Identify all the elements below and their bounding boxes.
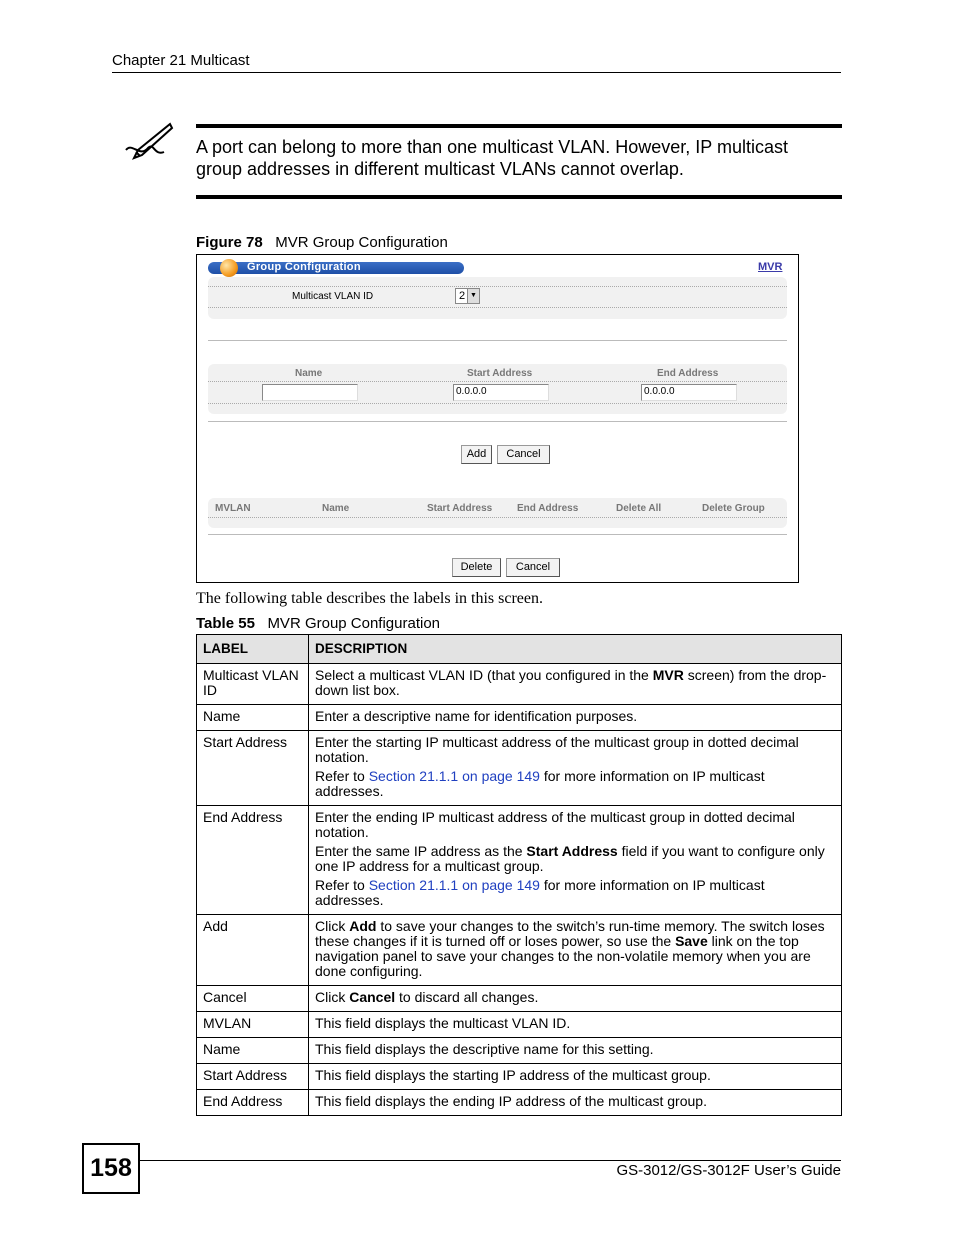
section-link[interactable]: Section 21.1.1 on page 149 — [368, 877, 540, 893]
list-header-panel — [208, 498, 787, 528]
header-description: DESCRIPTION — [309, 635, 842, 664]
figure-caption: Figure 78 MVR Group Configuration — [196, 234, 448, 251]
row-description: This field displays the multicast VLAN ID. — [309, 1012, 842, 1038]
row-description: This field displays the descriptive name for this setting. — [309, 1038, 842, 1064]
row-label: End Address — [197, 1090, 309, 1116]
row-label: Cancel — [197, 986, 309, 1012]
table-row — [197, 731, 842, 806]
header-label: LABEL — [197, 635, 309, 664]
delete-button[interactable]: Delete — [452, 558, 501, 577]
col-end-address: End Address — [657, 368, 719, 379]
cancel-list-button[interactable]: Cancel — [506, 558, 560, 577]
row-description: Click Cancel to discard all changes. — [309, 986, 842, 1012]
list-col-delete-all: Delete All — [616, 503, 662, 514]
row-label: End Address — [197, 806, 309, 915]
list-col-start-address: Start Address — [427, 503, 493, 514]
row-description: Enter a descriptive name for identification purposes. — [309, 705, 842, 731]
divider — [208, 307, 787, 308]
table-row — [197, 1038, 842, 1064]
row-description: Enter the ending IP multicast address of the multicast group in dotted decimal notation. Enter the same IP address as the Start Address field if you want to configure only one IP address for a multicast group. Refer to Section 21.1.1 on page 149 for more information on IP multicast addresses. — [309, 806, 842, 915]
header-rule — [112, 72, 841, 73]
col-name: Name — [295, 368, 323, 379]
note-bottom-rule — [196, 195, 842, 199]
divider — [208, 403, 787, 404]
title-orb-icon — [220, 259, 238, 277]
footer-rule — [140, 1160, 841, 1161]
row-description: This field displays the starting IP address of the multicast group. — [309, 1064, 842, 1090]
table-row — [197, 664, 842, 705]
row-description: Click Add to save your changes to the switch’s run-time memory. The switch loses these changes if it is turned off or loses power, so use the Save link on the top navigation panel to save your changes to the non-volatile memory when you are done configuring. — [309, 915, 842, 986]
note-top-rule — [196, 124, 842, 128]
row-description: Enter the starting IP multicast address of the multicast group in dotted decimal notation. Refer to Section 21.1.1 on page 149 for more information on IP multicast addresses. — [309, 731, 842, 806]
row-label: MVLAN — [197, 1012, 309, 1038]
row-label: Start Address — [197, 731, 309, 806]
row-label: Start Address — [197, 1064, 309, 1090]
table-row — [197, 986, 842, 1012]
separator — [208, 534, 787, 535]
chevron-down-icon: ▼ — [467, 289, 479, 303]
mvr-link[interactable]: MVR — [758, 261, 783, 273]
row-description: This field displays the ending IP address of the multicast group. — [309, 1090, 842, 1116]
table-row — [197, 806, 842, 915]
list-col-end-address: End Address — [517, 503, 579, 514]
list-col-mvlan: MVLAN — [215, 503, 251, 514]
row-label: Name — [197, 1038, 309, 1064]
table-row — [197, 1012, 842, 1038]
start-address-input[interactable]: 0.0.0.0 — [453, 384, 549, 401]
divider — [208, 286, 787, 287]
divider — [208, 517, 787, 518]
col-start-address: Start Address — [467, 368, 533, 379]
intro-text: The following table describes the labels in this screen. — [196, 590, 544, 607]
table-caption: Table 55 MVR Group Configuration — [196, 615, 441, 632]
table-row — [197, 1064, 842, 1090]
end-address-input[interactable]: 0.0.0.0 — [641, 384, 737, 401]
description-table — [196, 634, 842, 1116]
list-col-name: Name — [322, 503, 350, 514]
table-row — [197, 705, 842, 731]
guide-title: GS-3012/GS-3012F User’s Guide — [616, 1162, 841, 1179]
table-row — [197, 915, 842, 986]
row-description: Select a multicast VLAN ID (that you configured in the MVR screen) from the drop-down list box. — [309, 664, 842, 705]
name-input[interactable] — [262, 384, 358, 401]
row-label: Multicast VLAN ID — [197, 664, 309, 705]
divider — [208, 381, 787, 382]
row-label: Name — [197, 705, 309, 731]
screen-title: Group Configuration — [247, 261, 361, 273]
section-link[interactable]: Section 21.1.1 on page 149 — [368, 768, 540, 784]
vlan-label: Multicast VLAN ID — [292, 291, 374, 302]
page-number: 158 — [82, 1143, 140, 1194]
list-col-delete-group: Delete Group — [702, 503, 765, 514]
vlan-select[interactable]: 2 ▼ — [455, 288, 480, 304]
separator — [208, 340, 787, 341]
table-row — [197, 1090, 842, 1116]
row-label: Add — [197, 915, 309, 986]
note-pen-icon — [124, 120, 174, 164]
cancel-button[interactable]: Cancel — [497, 445, 550, 464]
separator — [208, 421, 787, 422]
add-button[interactable]: Add — [461, 445, 492, 464]
chapter-header: Chapter 21 Multicast — [112, 52, 250, 69]
note-text: A port can belong to more than one multicast VLAN. However, IP multicast group addresses in different multicast VLANs cannot overlap. — [196, 137, 788, 179]
table-header-row — [197, 635, 842, 664]
